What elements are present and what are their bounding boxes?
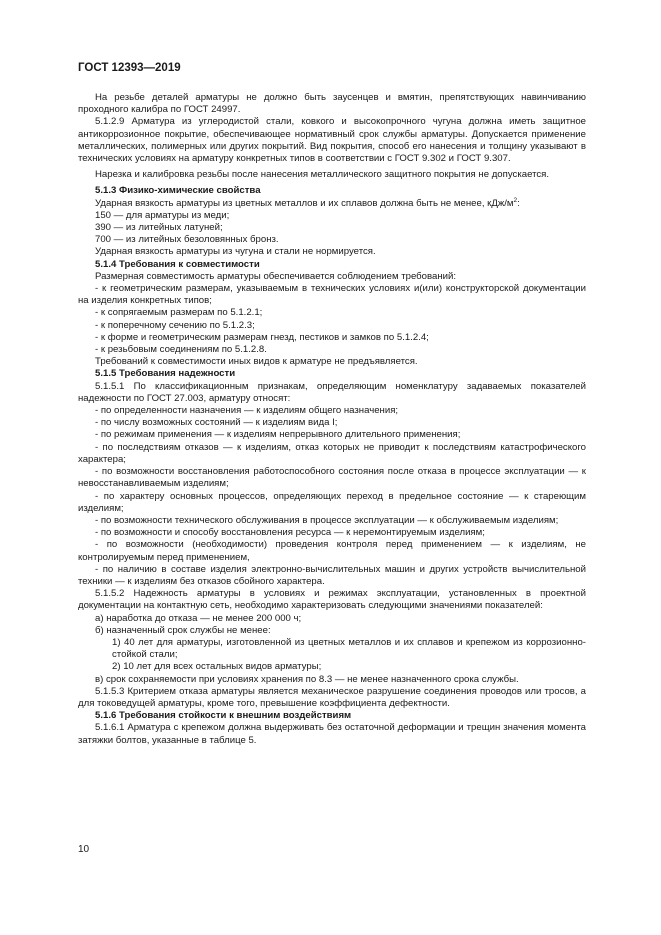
paragraph-5-1-2-9: 5.1.2.9 Арматура из углеродистой стали, ковкого и высокопрочного чугуна должна иметь защитное антикоррозионное покрытие, обеспечивающее нормативный срок службы арматуры. Допускается применение металлических, полимерных или других покрытий. Вид покрытия, способ его нанесения и толщину указывают в технических условиях на арматуру конкретных типов в соответствии с ГОСТ 9.302 и ГОСТ 9.307.	[78, 116, 586, 165]
list-item-copper: 150 — для арматуры из меди;	[95, 209, 230, 221]
section-heading-5-1-6: 5.1.6 Требования стойкости к внешним воздействиям	[95, 710, 352, 722]
impact-strength-colon: :	[517, 197, 520, 209]
list-item-bronze: 700 — из литейных безоловянных бронз.	[95, 234, 279, 246]
list-item-threaded: - к резьбовым соединениям по 5.1.2.8.	[95, 344, 267, 356]
section-heading-5-1-5: 5.1.5 Требования надежности	[95, 368, 236, 380]
list-item-maintenance: - по возможности технического обслуживания в процессе эксплуатации — к обслуживаемым изделиям;	[95, 514, 559, 526]
list-item-shape: - к форме и геометрическим размерам гнезд, пестиков и замков по 5.1.2.4;	[95, 331, 429, 343]
list-item-service-life: б) назначенный срок службы не менее:	[95, 624, 271, 636]
list-item-brass: 390 — из литейных латуней;	[95, 222, 223, 234]
list-item-control: - по возможности (необходимости) проведения контроля перед применением — к изделиям, не контролируемым перед применением,	[78, 539, 586, 563]
paragraph-5-1-5-3: 5.1.5.3 Критерием отказа арматуры является механическое разрушение соединения проводов или тросов, а для токоведущей арматуры, кроме того, превышение коэффициента дефектности.	[78, 685, 586, 709]
list-item-purpose: - по определенности назначения — к изделиям общего назначения;	[95, 405, 399, 417]
list-item-40-years: 1) 40 лет для арматуры, изготовленной из цветных металлов и их сплавов и крепежом из коррозионно-стойкой стали;	[112, 636, 586, 661]
list-item-resource: - по возможности и способу восстановления ресурса — к неремонтируемым изделиям;	[95, 527, 485, 539]
list-item-storage: в) срок сохраняемости при условиях хранения по 8.3 — не менее назначенного срока службы.	[95, 673, 519, 685]
paragraph-5-1-5-2: 5.1.5.2 Надежность арматуры в условиях и режимах эксплуатации, установленных в проектной документации на контактную сеть, необходимо характеризовать следующими значениями показателей:	[78, 588, 586, 612]
paragraph-compatibility: Размерная совместимость арматуры обеспечивается соблюдением требований:	[95, 270, 457, 282]
unit-superscript: 2	[513, 196, 518, 204]
list-item-cross-section: - к поперечному сечению по 5.1.2.3;	[95, 319, 255, 331]
list-item-modes: - по режимам применения — к изделиям непрерывного длительного применения;	[95, 429, 461, 441]
paragraph-other-compat: Требований к совместимости иных видов к арматуре не предъявляется.	[95, 356, 418, 368]
list-item-aging: - по характеру основных процессов, определяющих переход в предельное состояние — к стареющим изделиям;	[78, 490, 586, 514]
paragraph-thread-burrs: На резьбе деталей арматуры не должно быть заусенцев и вмятин, препятствующих навинчиванию проходного калибра по ГОСТ 24997.	[78, 92, 586, 116]
document-header: ГОСТ 12393—2019	[78, 62, 181, 74]
paragraph-5-1-5-1: 5.1.5.1 По классификационным признакам, определяющим номенклатуру задаваемых показателей надежности по ГОСТ 27.003, арматуру относят:	[78, 380, 586, 404]
list-item-10-years: 2) 10 лет для всех остальных видов арматуры;	[112, 661, 322, 673]
paragraph-thread-cutting: Нарезка и калибровка резьбы после нанесения металлического защитного покрытия не допускается.	[95, 169, 550, 181]
section-heading-5-1-4: 5.1.4 Требования к совместимости	[95, 258, 260, 270]
list-item-states: - по числу возможных состояний — к изделиям вида I;	[95, 417, 338, 429]
paragraph-impact-strength	[78, 198, 586, 210]
list-item-restoration: - по возможности восстановления работоспособного состояния после отказа в процессе эксплуатации — к невосстанавливаемым изделиям;	[78, 466, 586, 490]
paragraph-5-1-6-1: 5.1.6.1 Арматура с крепежом должна выдерживать без остаточной деформации и трещин значения момента затяжки болтов, указанные в таблице 5.	[78, 722, 586, 746]
list-item-consequences: - по последствиям отказов — к изделиям, отказ которых не приводит к последствиям катастрофического характера;	[78, 441, 586, 465]
impact-strength-text: Ударная вязкость арматуры из цветных металлов и их сплавов должна быть не менее, кДж/м	[95, 197, 514, 209]
list-item-computing: - по наличию в составе изделия электронно-вычислительных машин и других устройств вычислительной техники — к изделиям без отказов сбойного характера.	[78, 563, 586, 587]
paragraph-cast-iron: Ударная вязкость арматуры из чугуна и стали не нормируется.	[95, 246, 376, 258]
document-body	[78, 92, 586, 747]
section-heading-5-1-3: 5.1.3 Физико-химические свойства	[95, 185, 261, 197]
list-item-mtbf: а) наработка до отказа — не менее 200 000 ч;	[95, 612, 302, 624]
list-item-mating: - к сопрягаемым размерам по 5.1.2.1;	[95, 307, 263, 319]
list-item-geometric: - к геометрическим размерам, указываемым в технических условиях и(или) конструкторской документации на изделия конкретных типов;	[78, 283, 586, 307]
page-number: 10	[78, 844, 90, 855]
